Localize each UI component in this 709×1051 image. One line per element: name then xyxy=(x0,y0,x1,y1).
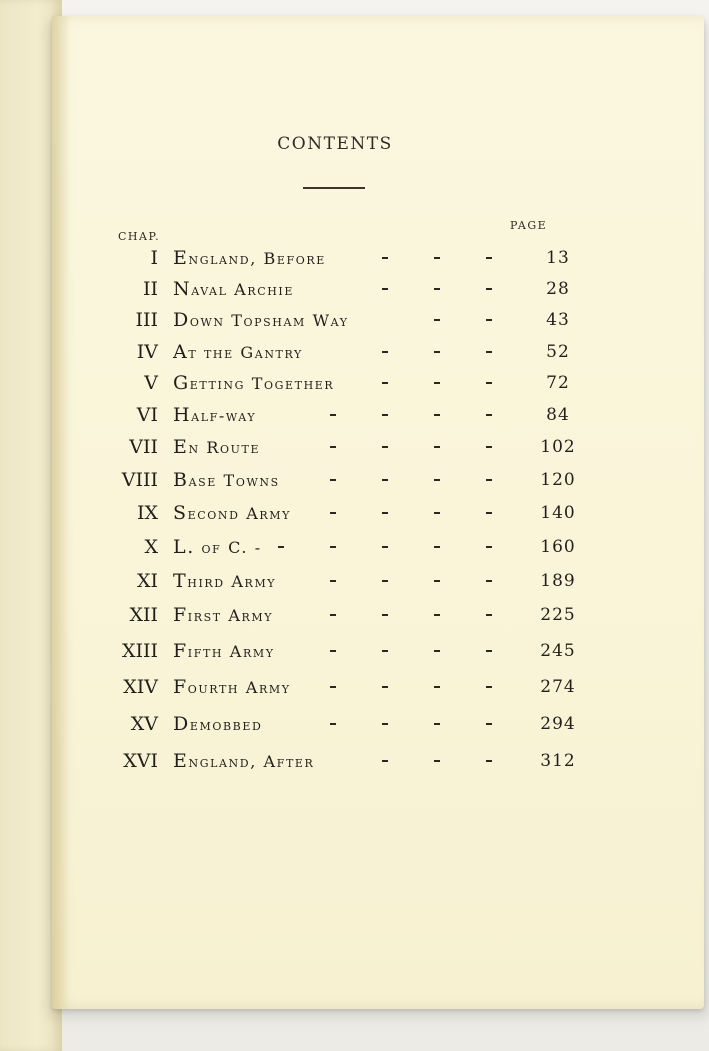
chapter-number: XI xyxy=(136,570,158,592)
page-number: 189 xyxy=(540,571,576,591)
chapter-number: XII xyxy=(129,604,158,626)
chapter-number: IX xyxy=(136,502,158,524)
page-number: 140 xyxy=(540,503,576,523)
chapter-number: IV xyxy=(136,341,158,363)
chapter-title: Down Topsham Way xyxy=(173,309,349,331)
chapter-number: I xyxy=(150,247,158,269)
chapter-number: VIII xyxy=(121,469,158,491)
page-number: 312 xyxy=(540,751,576,771)
toc-entry xyxy=(88,465,608,495)
page-gutter xyxy=(52,16,70,1009)
chapter-title: Getting Together xyxy=(173,372,335,394)
toc-entry xyxy=(88,274,608,304)
page-number: 120 xyxy=(540,470,576,490)
page-number: 52 xyxy=(546,342,570,362)
chapter-title: Fifth Army xyxy=(173,640,275,662)
chapter-title: Demobbed xyxy=(173,713,263,735)
page-number: 72 xyxy=(546,373,570,393)
chapter-title: L. of C. - xyxy=(173,536,262,558)
toc-entry xyxy=(88,432,608,462)
chapter-number: XVI xyxy=(123,750,158,772)
toc-entry xyxy=(88,305,608,335)
page-number: 84 xyxy=(546,405,570,425)
page-number: 274 xyxy=(540,677,576,697)
chapter-number: II xyxy=(142,278,158,300)
page-number: 294 xyxy=(540,714,576,734)
chapter-number: V xyxy=(144,372,158,394)
toc-entry xyxy=(88,243,608,273)
contents-heading: CONTENTS xyxy=(277,134,393,154)
page-column-label: PAGE xyxy=(510,219,548,232)
chapter-title: Half-way xyxy=(173,404,257,426)
toc-entry xyxy=(88,337,608,367)
chapter-title: First Army xyxy=(173,604,274,626)
page-number: 225 xyxy=(540,605,576,625)
page-number: 43 xyxy=(546,310,570,330)
chap-column-label: CHAP. xyxy=(118,230,161,243)
toc-entry xyxy=(88,746,608,776)
chapter-title: Second Army xyxy=(173,502,291,524)
chapter-number: VI xyxy=(136,404,158,426)
chapter-title: England, Before xyxy=(173,247,326,269)
chapter-number: XIV xyxy=(123,676,158,698)
toc-entry xyxy=(88,566,608,596)
page-number: 102 xyxy=(540,437,576,457)
toc-entry xyxy=(88,400,608,430)
toc-entry xyxy=(88,600,608,630)
chapter-title: Third Army xyxy=(173,570,277,592)
chapter-number: XV xyxy=(130,713,158,735)
chapter-number: III xyxy=(135,309,158,331)
chapter-title: Base Towns xyxy=(173,469,280,491)
chapter-number: XIII xyxy=(121,640,158,662)
toc-entry xyxy=(88,498,608,528)
toc-entry xyxy=(88,672,608,702)
chapter-title: Naval Archie xyxy=(173,278,294,300)
toc-entry xyxy=(88,636,608,666)
chapter-number: VII xyxy=(129,436,158,458)
page-number: 245 xyxy=(540,641,576,661)
toc-entry xyxy=(88,532,608,562)
chapter-title: Fourth Army xyxy=(173,676,291,698)
toc-entry xyxy=(88,368,608,398)
page-number: 160 xyxy=(540,537,576,557)
chapter-title: At the Gantry xyxy=(173,341,303,363)
toc-entry xyxy=(88,709,608,739)
page-number: 28 xyxy=(546,279,570,299)
chapter-title: En Route xyxy=(173,436,261,458)
chapter-title: England, After xyxy=(173,750,315,772)
heading-rule xyxy=(303,187,365,189)
page-number: 13 xyxy=(546,248,570,268)
chapter-number: X xyxy=(144,536,158,558)
